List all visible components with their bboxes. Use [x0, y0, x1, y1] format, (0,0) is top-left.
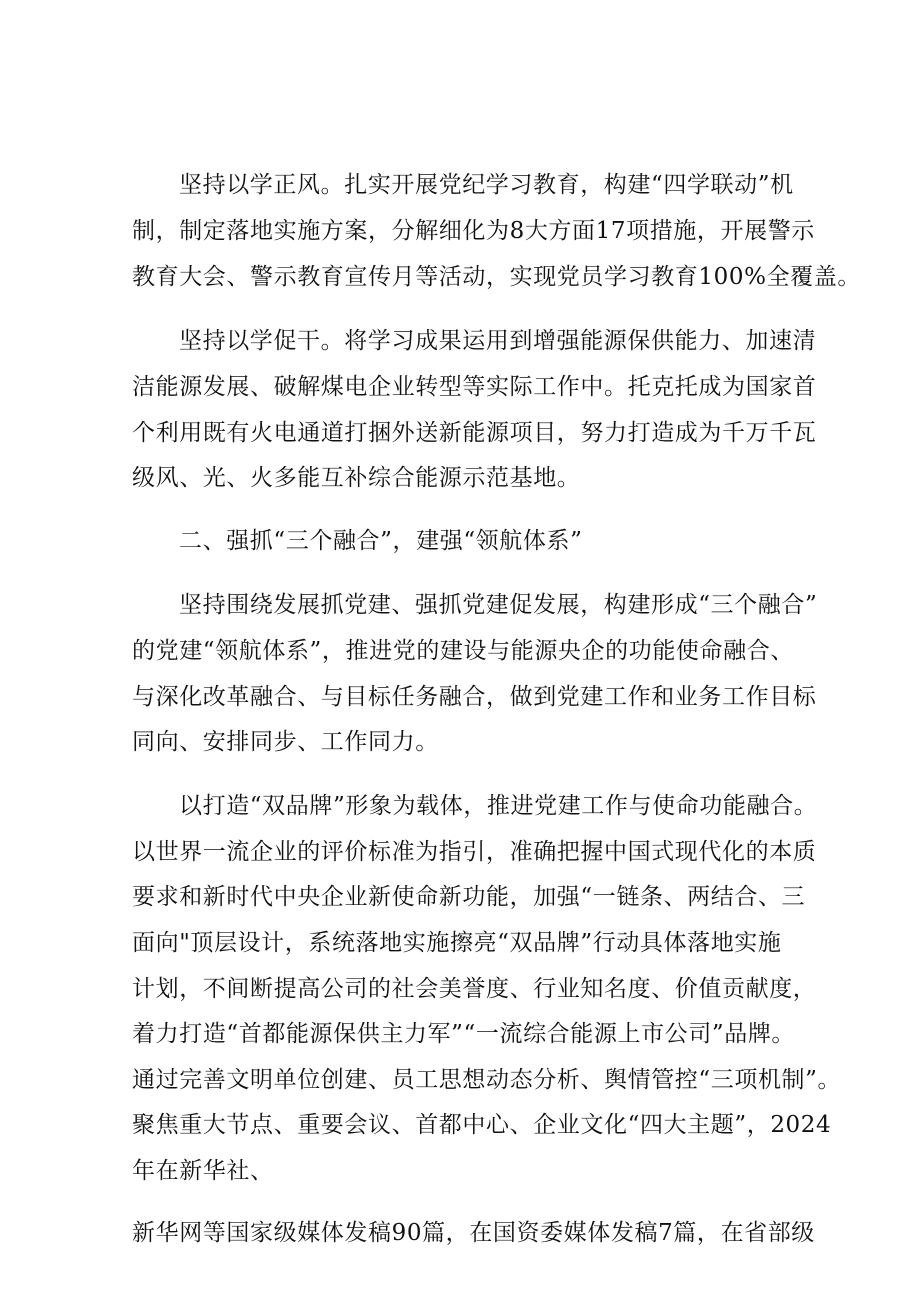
paragraph-4-line-4: 面向"顶层设计，系统落地实施擦亮“双品牌”行动具体落地实施	[132, 930, 782, 956]
paragraph-3-line-1: 坚持围绕发展抓党建、强抓党建促发展，构建形成“三个融合”	[179, 592, 818, 618]
paragraph-4-line-6: 着力打造“首都能源保供主力军”“一流综合能源上市公司”品牌。	[132, 1021, 796, 1047]
paragraph-2-line-1: 坚持以学促干。将学习成果运用到增强能源保供能力、加速清	[179, 328, 817, 354]
paragraph-2-line-3: 个利用既有火电通道打捆外送新能源项目，努力打造成为千万千瓦	[132, 420, 817, 446]
paragraph-4-line-1: 以打造“双品牌”形象为载体，推进党建工作与使命功能融合。	[179, 793, 818, 819]
paragraph-4-line-7: 通过完善文明单位创建、员工思想动态分析、舆情管控“三项机制”。	[132, 1067, 842, 1093]
paragraph-4-line-5: 计划，不间断提高公司的社会美誉度、行业知名度、价值贡献度，	[132, 976, 817, 1002]
paragraph-3-line-2: 的党建“领航体系”，推进党的建设与能源央企的功能使命融合、	[132, 638, 794, 664]
paragraph-4-line-2: 以世界一流企业的评价标准为指引，准确把握中国式现代化的本质	[132, 839, 817, 865]
paragraph-4-line-3: 要求和新时代中央企业新使命新功能，加强“一链条、两结合、三	[132, 884, 806, 910]
paragraph-3-line-3: 与深化改革融合、与目标任务融合，做到党建工作和业务工作目标	[132, 684, 817, 710]
paragraph-1-line-3: 教育大会、警示教育宣传月等活动，实现党员学习教育100%全覆盖。	[132, 264, 861, 290]
paragraph-2-line-4: 级风、光、火多能互补综合能源示范基地。	[132, 465, 581, 491]
paragraph-2-line-2: 洁能源发展、破解煤电企业转型等实际工作中。托克托成为国家首	[132, 374, 817, 400]
paragraph-4-line-8: 聚焦重大节点、重要会议、首都中心、企业文化“四大主题”，2024	[132, 1112, 832, 1138]
paragraph-1-line-2: 制，制定落地实施方案，分解细化为8大方面17项措施，开展警示	[132, 218, 815, 244]
paragraph-4-line-10: 新华网等国家级媒体发稿90篇，在国资委媒体发稿7篇，在省部级	[132, 1220, 815, 1246]
paragraph-1-line-1: 坚持以学正风。扎实开展党纪学习教育，构建“四学联动”机	[179, 172, 794, 198]
paragraph-3-line-4: 同向、安排同步、工作同力。	[132, 729, 439, 755]
section-heading: 二、强抓“三个融合”，建强“领航体系”	[179, 528, 583, 554]
paragraph-4-line-9: 年在新华社、	[132, 1158, 274, 1184]
